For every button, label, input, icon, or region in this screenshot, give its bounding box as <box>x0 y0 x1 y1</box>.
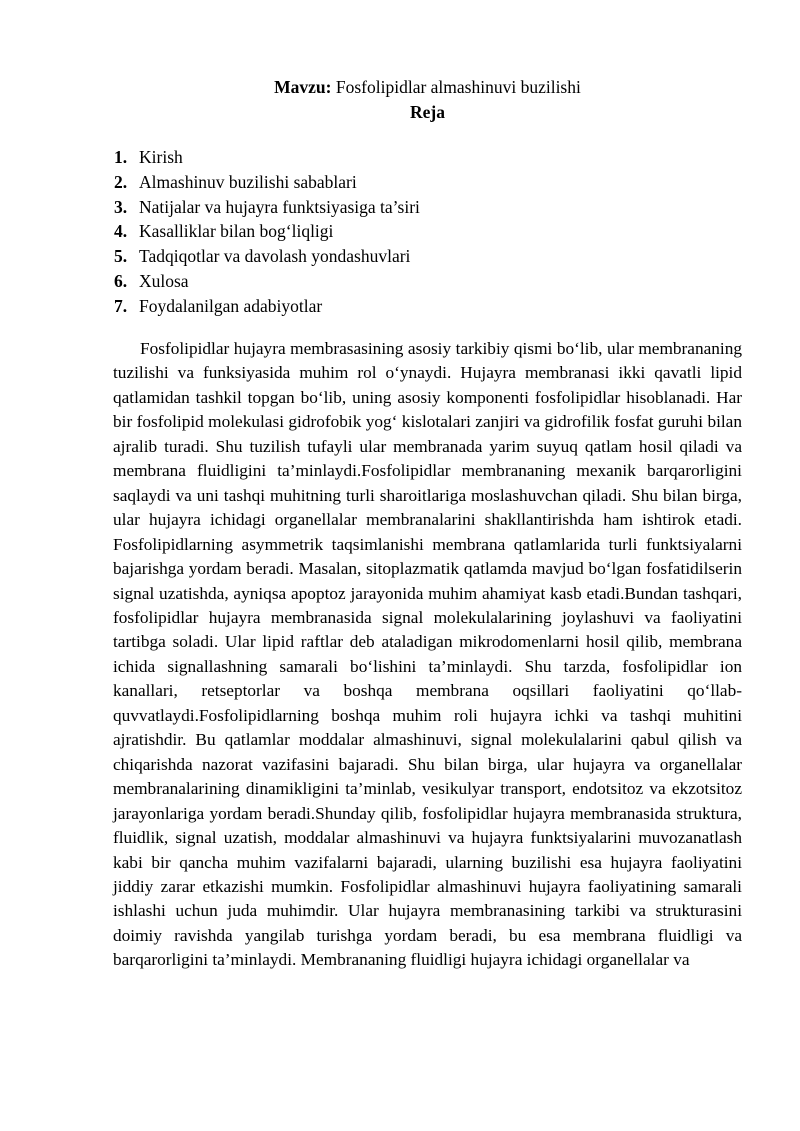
plan-item-label: Kasalliklar bilan bog‘liqligi <box>139 221 334 242</box>
plan-item <box>114 244 420 269</box>
plan-item-label: Foydalanilgan adabiyotlar <box>139 295 323 316</box>
plan-item-number: 4. <box>114 221 128 242</box>
plan-item-number: 3. <box>114 196 128 217</box>
plan-item-number: 5. <box>114 246 128 267</box>
plan-item-label: Kirish <box>139 147 183 167</box>
body-paragraph: Fosfolipidlar hujayra membrasasining asosiy tarkibiy qismi bo‘lib, ular membrananing tuzilishi va funksiyasida muhim rol o‘ynaydi. Hujayra membranasi ikki qavatli lipid qatlamidan tashkil topgan bo‘lib, uning asosiy komponenti fosfolipidlar hisoblanadi. Har bir fosfolipid molekulasi gidrofobik yog‘ kislotalari zanjiri va gidrofilik fosfat guruhi bilan ajralib turadi. Shu tuzilish tufayli ular membranada yarim suyuq qatlam hosil qiladi va membrana fluidligini ta’minlaydi.Fosfolipidlar membrananing mexanik barqarorligini saqlaydi va uni tashqi muhitning turli sharoitlariga moslashuvchan qiladi. Shu bilan birga, ular hujayra ichidagi organellalar membranalarini shakllantirishda ham ishtirok etadi. Fosfolipidlarning asymmetrik taqsimlanishi membrana qatlamlarida turli funktsiyalarni bajarishga yordam beradi. Masalan, sitoplazmatik qatlamda mavjud bo‘lgan fosfatidilserin signal uzatishda, ayniqsa apoptoz jarayonida muhim ahamiyat kasb etadi.Bundan tashqari, fosfolipidlar hujayra membranasida signal molekulalarining joylashuvi va faoliyatini tartibga soladi. Ular lipid raftlar deb ataladigan mikrodomenlarni hosil qilib, membrana ichida signallashning samarali bo‘lishini ta’minlaydi. Shu tarzda, fosfolipidlar ion kanallari, retseptorlar va boshqa membrana oqsillari faoliyatini qo‘llab-quvvatlaydi.Fosfolipidlarning boshqa muhim roli hujayra ichki va tashqi muhitini ajratishdir. Bu qatlamlar moddalar almashinuvi, signal molekulalarini qabul qilish va chiqarishda nazorat vazifasini bajaradi. Shu bilan birga, ular hujayra va organellalar membranalarining dinamikligini ta’minlab, vesikulyar transport, endotsitoz va ekzotsitoz jarayonlariga yordam beradi.Shunday qilib, fosfolipidlar hujayra membranasida struktura, fluidlik, signal uzatish, moddalar almashinuvi va hujayra funktsiyalarini muvozanatlash kabi bir qancha muhim vazifalarni bajaradi, ularning buzilishi esa hujayra faoliyatini jiddiy zarar etkazishi mumkin. Fosfolipidlar almashinuvi hujayra faoliyatining samarali ishlashi uchun juda muhimdir. Ular hujayra membranasining tarkibi va strukturasini doimiy ravishda yangilab turishga yordam beradi, bu esa membrana fluidligi va barqarorligini ta’minlaydi. Membrananing fluidligi hujayra ichidagi organellalar va <box>113 339 742 970</box>
plan-item-number: 1. <box>114 147 128 167</box>
plan-item-number: 7. <box>114 295 128 316</box>
plan-title: Reja <box>410 102 445 122</box>
plan-item-number: 6. <box>114 270 128 291</box>
plan-item-label: Xulosa <box>139 270 189 291</box>
plan-item <box>114 145 420 170</box>
plan-item <box>114 219 420 244</box>
plan-item-label: Almashinuv buzilishi sabablari <box>139 171 357 192</box>
topic-label: Mavzu: <box>274 77 332 97</box>
plan-item-label: Tadqiqotlar va davolash yondashuvlari <box>139 246 411 267</box>
plan-item-label: Natijalar va hujayra funktsiyasiga ta’siri <box>139 196 420 217</box>
plan-item-number: 2. <box>114 171 128 192</box>
plan-item <box>114 294 420 319</box>
plan-item <box>114 170 420 195</box>
plan-item <box>114 195 420 220</box>
topic-heading <box>0 76 800 98</box>
plan-list <box>114 145 420 319</box>
topic-text: Fosfolipidlar almashinuvi buzilishi <box>331 77 581 97</box>
plan-item <box>114 269 420 294</box>
